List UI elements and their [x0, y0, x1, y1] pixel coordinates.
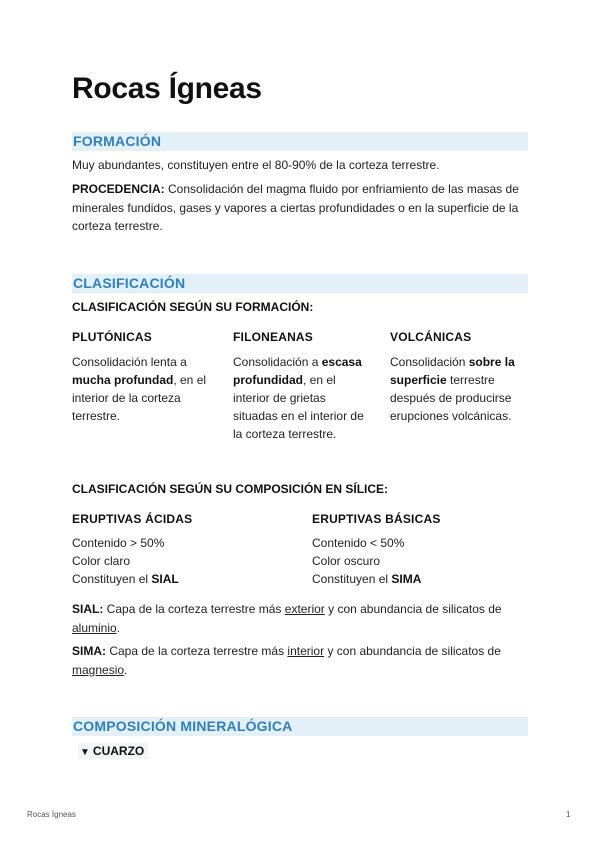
subtitle-formacion: CLASIFICACIÓN SEGÚN SU FORMACIÓN:: [72, 300, 314, 314]
procedencia-text: Consolidación del magma fluido por enfriamiento de las masas de minerales fundidos, gases y vapores a ciertas profundidades o en la superficie de la corteza terrestre.: [72, 182, 519, 233]
page-title: Rocas Ígneas: [72, 72, 262, 105]
filoneanas-title: FILONEANAS: [233, 330, 313, 344]
basicas-title: ERUPTIVAS BÁSICAS: [312, 512, 441, 526]
section-heading-composicion: COMPOSICIÓN MINERALÓGICA: [72, 717, 528, 736]
section-heading-formacion: FORMACIÓN: [72, 132, 528, 151]
procedencia-paragraph: [72, 180, 528, 236]
page-number: 1: [566, 810, 571, 819]
plutonicas-title: PLUTÓNICAS: [72, 330, 152, 344]
acidas-contenido: Contenido > 50%: [72, 536, 165, 550]
procedencia-label: PROCEDENCIA:: [72, 182, 165, 196]
section-heading-clasificacion: CLASIFICACIÓN: [72, 274, 528, 293]
toggle-cuarzo[interactable]: [78, 743, 148, 759]
basicas-contenido: Contenido < 50%: [312, 536, 405, 550]
subtitle-silice: CLASIFICACIÓN SEGÚN SU COMPOSICIÓN EN SÍLICE:: [72, 482, 389, 496]
acidas-color: Color claro: [72, 554, 131, 568]
plutonicas-text: Consolidación lenta a mucha profundad, en el interior de la corteza terrestre.: [72, 355, 207, 423]
formacion-intro: Muy abundantes, constituyen entre el 80-90% de la corteza terrestre.: [72, 158, 440, 172]
acidas-title: ERUPTIVAS ÁCIDAS: [72, 512, 193, 526]
filoneanas-text: Consolidación a escasa profundidad, en el interior de grietas situadas en el interior de la corteza terrestre.: [233, 355, 364, 441]
basicas-constituyen: Constituyen el SIMA: [312, 572, 422, 586]
volcanicas-text: Consolidación sobre la superficie terrestre después de producirse erupciones volcánicas.: [390, 355, 515, 423]
sima-definition: SIMA: Capa de la corteza terrestre más interior y con abundancia de silicatos de magnesio.: [72, 644, 501, 677]
footer-title: Rocas Ígneas: [27, 810, 76, 819]
triangle-down-icon: ▼: [80, 747, 90, 758]
basicas-color: Color oscuro: [312, 554, 381, 568]
acidas-constituyen: Constituyen el SIAL: [72, 572, 179, 586]
volcanicas-title: VOLCÁNICAS: [390, 330, 472, 344]
toggle-cuarzo-label: CUARZO: [92, 744, 145, 758]
sial-definition: SIAL: Capa de la corteza terrestre más exterior y con abundancia de silicatos de aluminio.: [72, 602, 502, 635]
